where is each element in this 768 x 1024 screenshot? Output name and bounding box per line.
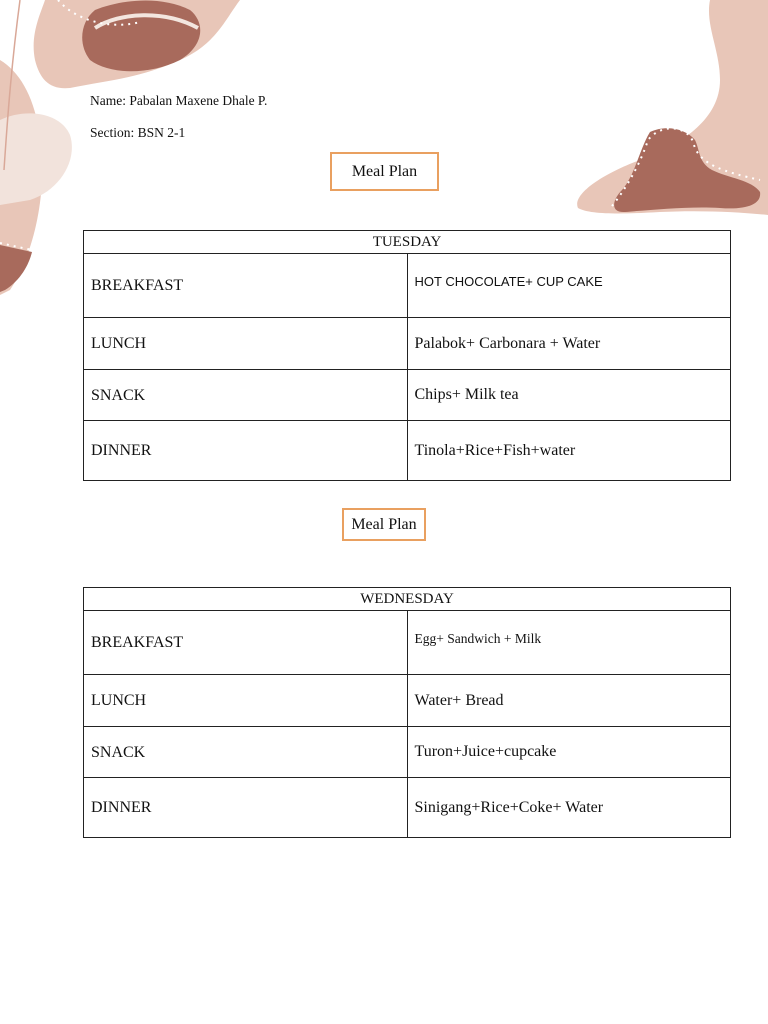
student-section: Section: BSN 2-1 (90, 125, 186, 140)
meal-food-dinner: Tinola+Rice+Fish+water (407, 421, 731, 481)
table-row (84, 611, 731, 675)
meal-food-lunch: Water+ Bread (407, 675, 731, 727)
table-header-row (84, 588, 731, 611)
day-heading-wednesday: WEDNESDAY (84, 588, 731, 611)
meal-plan-title-wednesday: Meal Plan (342, 508, 426, 541)
meal-label-breakfast: BREAKFAST (84, 611, 408, 675)
deco-blob-left-dark (0, 245, 32, 292)
table-row (84, 254, 731, 318)
student-name: Name: Pabalan Maxene Dhale P. (90, 93, 268, 108)
meal-table-wednesday (83, 587, 731, 838)
meal-food-snack: Chips+ Milk tea (407, 370, 731, 421)
meal-label-dinner: DINNER (84, 421, 408, 481)
meal-food-lunch: Palabok+ Carbonara + Water (407, 318, 731, 370)
meal-label-lunch: LUNCH (84, 675, 408, 727)
meal-food-snack: Turon+Juice+cupcake (407, 727, 731, 778)
table-row (84, 727, 731, 778)
table-row (84, 370, 731, 421)
table-row (84, 318, 731, 370)
deco-blob-left-light (0, 113, 72, 205)
meal-food-dinner: Sinigang+Rice+Coke+ Water (407, 778, 731, 838)
meal-label-lunch: LUNCH (84, 318, 408, 370)
meal-label-snack: SNACK (84, 370, 408, 421)
day-heading-tuesday: TUESDAY (84, 231, 731, 254)
meal-label-dinner: DINNER (84, 778, 408, 838)
meal-label-snack: SNACK (84, 727, 408, 778)
table-row (84, 778, 731, 838)
table-row (84, 675, 731, 727)
meal-food-breakfast: Egg+ Sandwich + Milk (407, 611, 731, 675)
meal-label-breakfast: BREAKFAST (84, 254, 408, 318)
table-header-row (84, 231, 731, 254)
table-row (84, 421, 731, 481)
deco-blob-top-left-dark (82, 1, 200, 72)
meal-food-breakfast: HOT CHOCOLATE+ CUP CAKE (407, 254, 731, 318)
meal-table-tuesday (83, 230, 731, 481)
meal-plan-title-tuesday: Meal Plan (330, 152, 439, 191)
